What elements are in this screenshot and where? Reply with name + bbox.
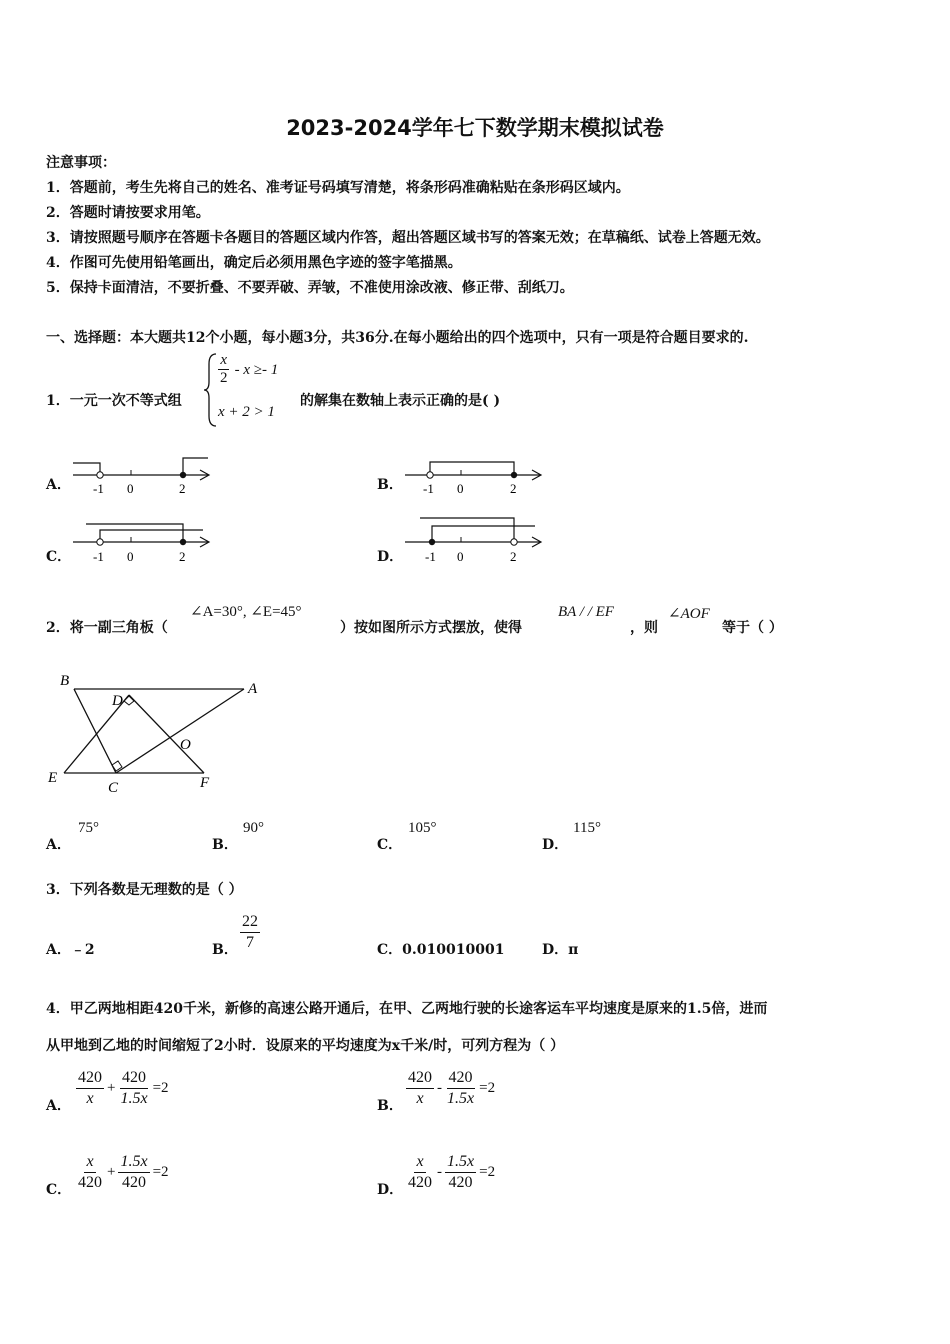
label-e: E <box>48 770 58 786</box>
label-a: A <box>248 681 258 697</box>
q1-option-d-label[interactable]: D． <box>377 549 404 565</box>
q1-option-c-number-line[interactable] <box>68 517 218 569</box>
q1-option-b-number-line[interactable] <box>400 455 550 500</box>
q4-option-b-label[interactable]: B． <box>377 1098 403 1114</box>
tick-label: -1 <box>423 481 434 496</box>
q2-parallel: BA / / EF <box>558 604 614 620</box>
label-d: D <box>112 693 123 709</box>
q3-option-b-fraction[interactable]: $\frac{22}{7}$ <box>242 913 258 951</box>
q1-option-b-label[interactable]: B． <box>377 477 403 493</box>
q3-option-a[interactable]: A．﹣2 <box>46 942 95 958</box>
q2-option-d-label[interactable]: D． <box>542 837 569 853</box>
section-heading: 一、选择题：本大题共12个小题，每小题3分，共36分.在每小题给出的四个选项中，只有一项是符合题目要求的. <box>46 330 749 346</box>
q2-option-a-label[interactable]: A． <box>46 837 71 853</box>
notice-item: 3．请按照题号顺序在答题卡各题目的答题区域内作答，超出答题区域书写的答案无效；在草稿纸、试卷上答题无效。 <box>46 230 770 246</box>
q3-option-c[interactable]: C．0.010010001 <box>377 942 505 958</box>
q4-line-1: 4．甲乙两地相距420千米，新修的高速公路开通后，在甲、乙两地行驶的长途客运车平均速度是原来的1.5倍，进而 <box>46 1001 768 1017</box>
tick-label: 2 <box>179 549 186 564</box>
q2-triangle-figure <box>44 665 274 800</box>
tick-label: 0 <box>457 549 464 564</box>
q4-option-c-label[interactable]: C． <box>46 1182 72 1198</box>
notice-heading: 注意事项： <box>46 155 116 171</box>
notice-item: 1．答题前，考生先将自己的姓名、准考证号码填写清楚，将条形码准确粘贴在条形码区域内。 <box>46 180 630 196</box>
q1-option-a-number-line[interactable] <box>68 455 218 500</box>
q3-stem: 3．下列各数是无理数的是（ ） <box>46 882 243 898</box>
tick-label: 0 <box>457 481 464 496</box>
tick-label: -1 <box>93 481 104 496</box>
q3-option-d[interactable]: D．π <box>542 942 579 958</box>
label-b: B <box>60 673 70 689</box>
q4-option-d-label[interactable]: D． <box>377 1182 404 1198</box>
q4-option-a-equation[interactable]: $\frac{420}{x}$ + $\frac{420}{1.5x}$ =2 <box>78 1069 169 1107</box>
q2-mid: ）按如图所示方式摆放，使得 <box>340 620 522 636</box>
q3-option-b-label[interactable]: B． <box>212 942 238 958</box>
q1-inequality-2: x + 2 > 1 <box>218 404 275 420</box>
notice-item: 2．答题时请按要求用笔。 <box>46 205 210 221</box>
q4-option-d-equation[interactable]: $\frac{x}{420}$ - $\frac{1.5x}{420}$ =2 <box>408 1153 496 1191</box>
q1-suffix: 的解集在数轴上表示正确的是( ) <box>300 393 501 409</box>
tick-label: -1 <box>425 549 436 564</box>
q2-option-d-value[interactable]: 115° <box>573 820 601 836</box>
tick-label: -1 <box>93 549 104 564</box>
q2-option-c-value[interactable]: 105° <box>408 820 437 836</box>
brace-icon <box>203 352 219 428</box>
q2-angle: ∠AOF <box>668 606 710 622</box>
q2-option-c-label[interactable]: C． <box>377 837 403 853</box>
q4-line-2: 从甲地到乙地的时间缩短了2小时．设原来的平均速度为x千米/时，可列方程为（ ） <box>46 1038 565 1054</box>
page-title: 2023-2024学年七下数学期末模拟试卷 <box>286 116 664 140</box>
q1-option-d-number-line[interactable] <box>400 512 550 569</box>
q2-option-b-label[interactable]: B． <box>212 837 238 853</box>
q2-given: ∠A=30°, ∠E=45° <box>190 604 302 620</box>
label-c: C <box>108 780 119 796</box>
q1-inequality-1: $\frac{x}{2}$ - x ≥- 1 <box>220 352 279 386</box>
tick-label: 0 <box>127 481 134 496</box>
q2-option-a-value[interactable]: 75° <box>78 820 99 836</box>
q2-comma: ，则 <box>630 620 658 636</box>
tick-label: 2 <box>179 481 186 496</box>
notice-item: 4．作图可先使用铅笔画出，确定后必须用黑色字迹的签字笔描黑。 <box>46 255 462 271</box>
q1-prefix: 1．一元一次不等式组 <box>46 393 182 409</box>
q4-option-a-label[interactable]: A． <box>46 1098 71 1114</box>
tick-label: 0 <box>127 549 134 564</box>
q1-option-a-label[interactable]: A． <box>46 477 71 493</box>
notice-item: 5．保持卡面清洁，不要折叠、不要弄破、弄皱，不准使用涂改液、修正带、刮纸刀。 <box>46 280 574 296</box>
q4-option-b-equation[interactable]: $\frac{420}{x}$ - $\frac{420}{1.5x}$ =2 <box>408 1069 496 1107</box>
label-o: O <box>180 737 191 753</box>
q2-suffix: 等于（ ） <box>722 620 783 636</box>
label-f: F <box>200 775 210 791</box>
q1-option-c-label[interactable]: C． <box>46 549 72 565</box>
q2-option-b-value[interactable]: 90° <box>243 820 264 836</box>
tick-label: 2 <box>510 481 517 496</box>
tick-label: 2 <box>510 549 517 564</box>
q4-option-c-equation[interactable]: $\frac{x}{420}$ + $\frac{1.5x}{420}$ =2 <box>78 1153 169 1191</box>
q2-prefix: 2．将一副三角板（ <box>46 620 168 636</box>
